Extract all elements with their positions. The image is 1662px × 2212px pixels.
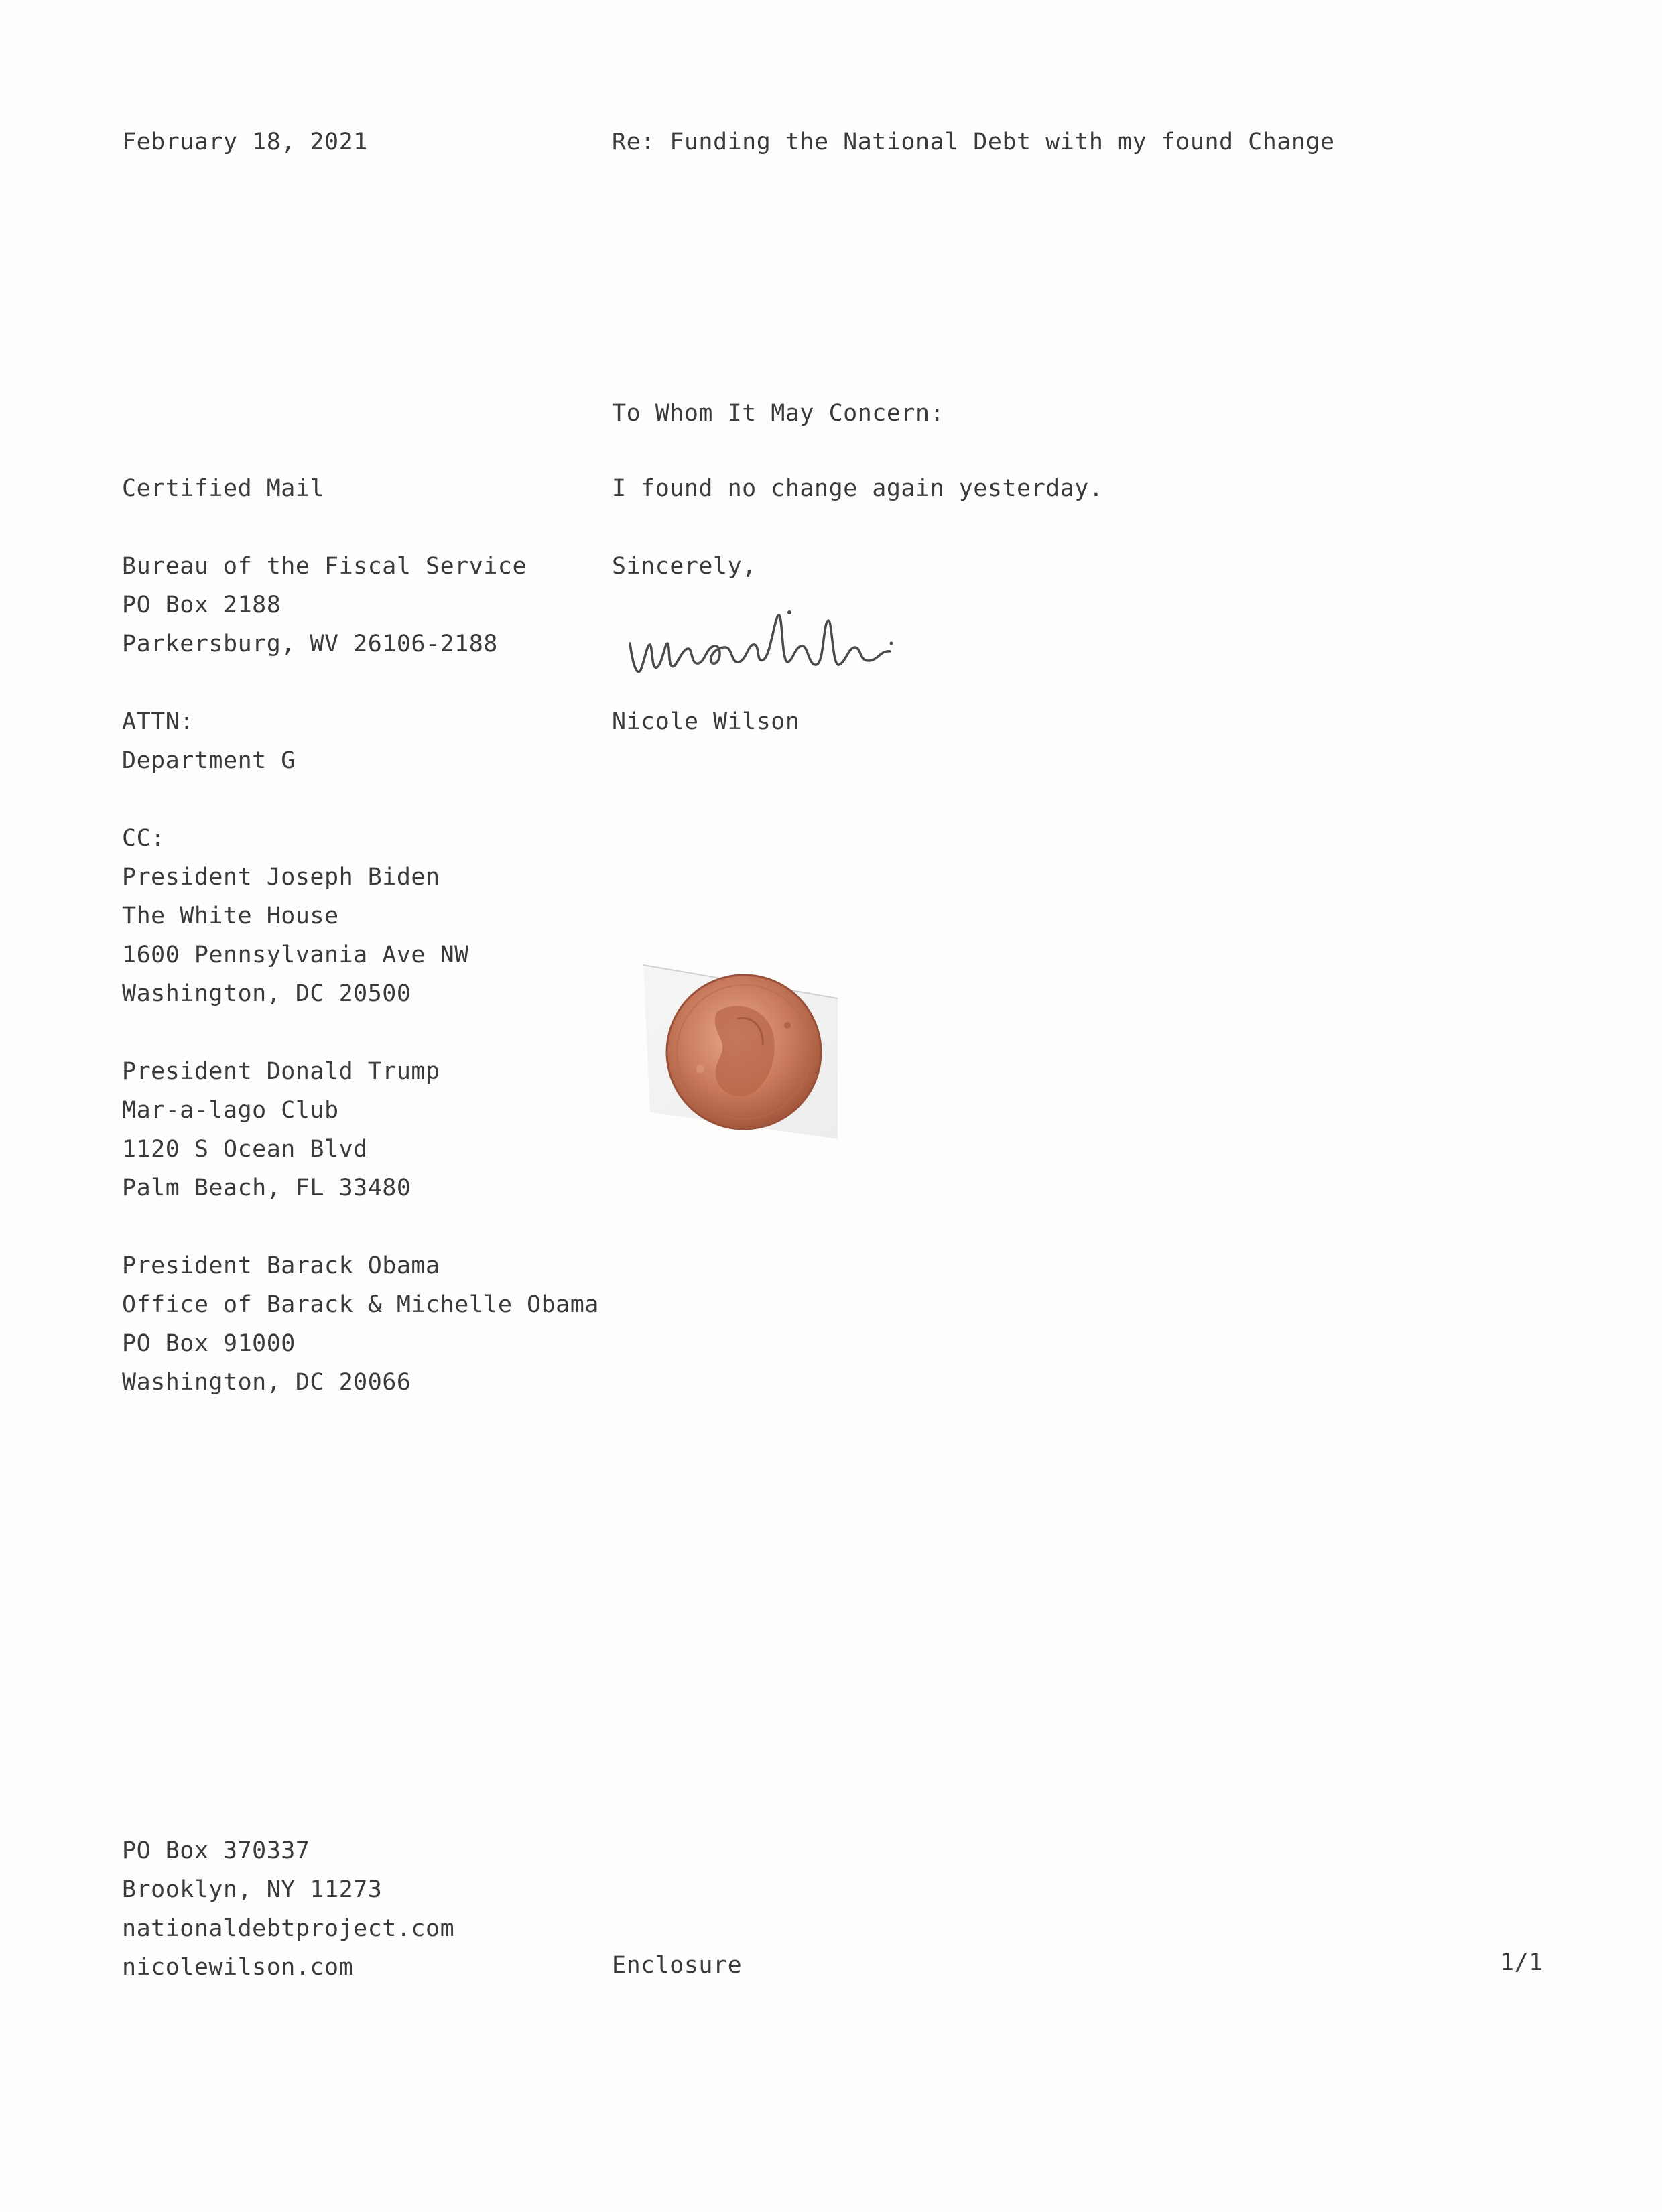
- salutation: To Whom It May Concern:: [612, 400, 945, 427]
- sender-line: PO Box 370337: [122, 1837, 310, 1864]
- cc-line: 1600 Pennsylvania Ave NW: [122, 941, 469, 968]
- signature-icon: [623, 603, 958, 697]
- letter-date: February 18, 2021: [122, 129, 368, 155]
- cc-line: 1120 S Ocean Blvd: [122, 1136, 368, 1163]
- cc-label: CC:: [122, 825, 166, 852]
- cc-line: President Donald Trump: [122, 1058, 440, 1085]
- sender-address: [122, 1831, 454, 1987]
- attn-label: ATTN:: [122, 708, 194, 735]
- recipient-line: Parkersburg, WV 26106-2188: [122, 631, 498, 657]
- cc-line: The White House: [122, 903, 339, 929]
- mailing-method: Certified Mail: [122, 475, 325, 502]
- recipient-address: [122, 547, 527, 663]
- recipient-line: Bureau of the Fiscal Service: [122, 553, 527, 580]
- closing: Sincerely,: [612, 553, 757, 580]
- enclosure-note: Enclosure: [612, 1952, 743, 1979]
- cc-line: Washington, DC 20500: [122, 980, 411, 1007]
- attn-department: Department G: [122, 747, 296, 774]
- recipient-line: PO Box 2188: [122, 592, 281, 619]
- cc-line: Palm Beach, FL 33480: [122, 1175, 411, 1201]
- cc-recipient: [122, 1052, 440, 1208]
- letter-subject: Re: Funding the National Debt with my found Change: [612, 129, 1335, 155]
- penny-icon: [637, 945, 851, 1146]
- cc-line: President Barack Obama: [122, 1252, 440, 1279]
- signer-name: Nicole Wilson: [612, 708, 800, 735]
- page-number: 1/1: [1500, 1949, 1543, 1976]
- cc-line: Office of Barack & Michelle Obama: [122, 1291, 599, 1318]
- cc-line: President Joseph Biden: [122, 864, 440, 891]
- cc-recipient: [122, 858, 469, 1013]
- cc-recipient: [122, 1246, 599, 1402]
- attention-block: [122, 702, 296, 780]
- cc-line: Mar-a-lago Club: [122, 1097, 339, 1124]
- sender-website: nationaldebtproject.com: [122, 1915, 455, 1942]
- letter-body: I found no change again yesterday.: [612, 475, 1104, 502]
- cc-line: Washington, DC 20066: [122, 1369, 411, 1396]
- sender-line: Brooklyn, NY 11273: [122, 1876, 383, 1903]
- sender-website: nicolewilson.com: [122, 1954, 354, 1981]
- cc-line: PO Box 91000: [122, 1330, 296, 1357]
